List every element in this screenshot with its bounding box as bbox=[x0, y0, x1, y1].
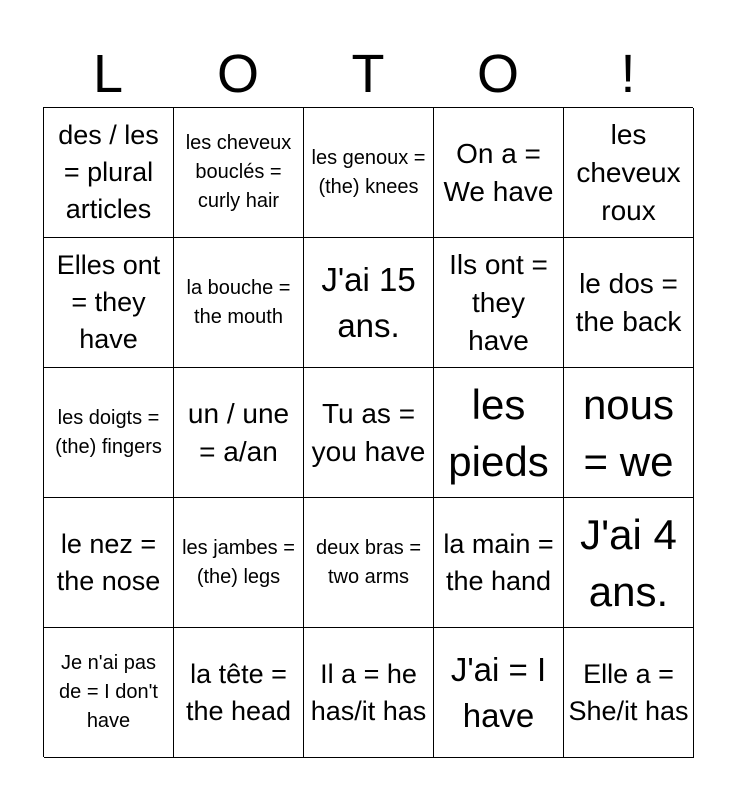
bingo-cell[interactable] bbox=[434, 108, 564, 238]
bingo-cell[interactable] bbox=[174, 368, 304, 498]
header-letter-3: T bbox=[351, 44, 385, 104]
cell-text: le nez = the nose bbox=[56, 528, 161, 596]
header-letter-2: O bbox=[216, 44, 259, 104]
cell-text: Je n'ai pas de = I don't have bbox=[59, 652, 158, 732]
bingo-cell[interactable] bbox=[304, 108, 434, 238]
header-letter-5: ! bbox=[620, 44, 636, 104]
cell-text: Ils ont = they have bbox=[449, 248, 548, 356]
cell-text: les cheveux bouclés = curly hair bbox=[185, 132, 292, 212]
bingo-cell[interactable] bbox=[44, 108, 174, 238]
bingo-cell[interactable] bbox=[434, 628, 564, 758]
bingo-cell[interactable] bbox=[44, 498, 174, 628]
cell-text: la bouche = the mouth bbox=[186, 276, 291, 328]
bingo-cell[interactable] bbox=[564, 628, 694, 758]
cell-text: un / une = a/an bbox=[187, 397, 290, 467]
cell-text: nous = we bbox=[582, 380, 675, 485]
cell-text: Il a = he has/it has bbox=[310, 658, 427, 726]
cell-text: les pieds bbox=[448, 380, 549, 485]
cell-text: Elle a = She/it has bbox=[568, 658, 689, 726]
bingo-cell[interactable] bbox=[44, 628, 174, 758]
cell-text: les jambes = (the) legs bbox=[182, 536, 295, 588]
cell-text: les cheveux roux bbox=[576, 118, 681, 226]
bingo-card-grid bbox=[43, 107, 693, 757]
bingo-cell[interactable] bbox=[304, 238, 434, 368]
header-letter-4: O bbox=[476, 44, 519, 104]
bingo-cell[interactable] bbox=[44, 368, 174, 498]
bingo-cell[interactable] bbox=[174, 108, 304, 238]
bingo-cell[interactable] bbox=[44, 238, 174, 368]
bingo-cell[interactable] bbox=[564, 108, 694, 238]
bingo-cell[interactable] bbox=[564, 498, 694, 628]
cell-text: J'ai 15 ans. bbox=[321, 260, 416, 344]
cell-text: les genoux = (the) knees bbox=[311, 146, 426, 198]
bingo-cell[interactable] bbox=[174, 238, 304, 368]
bingo-cell[interactable] bbox=[304, 498, 434, 628]
cell-text: les doigts = (the) fingers bbox=[55, 406, 162, 458]
bingo-cell[interactable] bbox=[434, 368, 564, 498]
bingo-cell[interactable] bbox=[434, 498, 564, 628]
bingo-cell[interactable] bbox=[564, 238, 694, 368]
bingo-header bbox=[43, 40, 693, 108]
cell-text: deux bras = two arms bbox=[315, 536, 422, 588]
cell-text: J'ai = I have bbox=[450, 650, 547, 734]
bingo-cell[interactable] bbox=[564, 368, 694, 498]
bingo-cell[interactable] bbox=[434, 238, 564, 368]
cell-text: Elles ont = they have bbox=[56, 250, 161, 354]
bingo-cell[interactable] bbox=[304, 628, 434, 758]
cell-text: la tête = the head bbox=[185, 658, 292, 726]
bingo-cell[interactable] bbox=[174, 498, 304, 628]
bingo-cell[interactable] bbox=[174, 628, 304, 758]
cell-text: Tu as = you have bbox=[311, 397, 426, 467]
header-letter-1: L bbox=[92, 44, 124, 104]
cell-text: des / les = plural articles bbox=[58, 120, 159, 224]
cell-text: la main = the hand bbox=[443, 528, 554, 596]
cell-text: le dos = the back bbox=[575, 267, 682, 337]
cell-text: On a = We have bbox=[443, 137, 554, 207]
bingo-cell[interactable] bbox=[304, 368, 434, 498]
cell-text: J'ai 4 ans. bbox=[580, 510, 677, 615]
